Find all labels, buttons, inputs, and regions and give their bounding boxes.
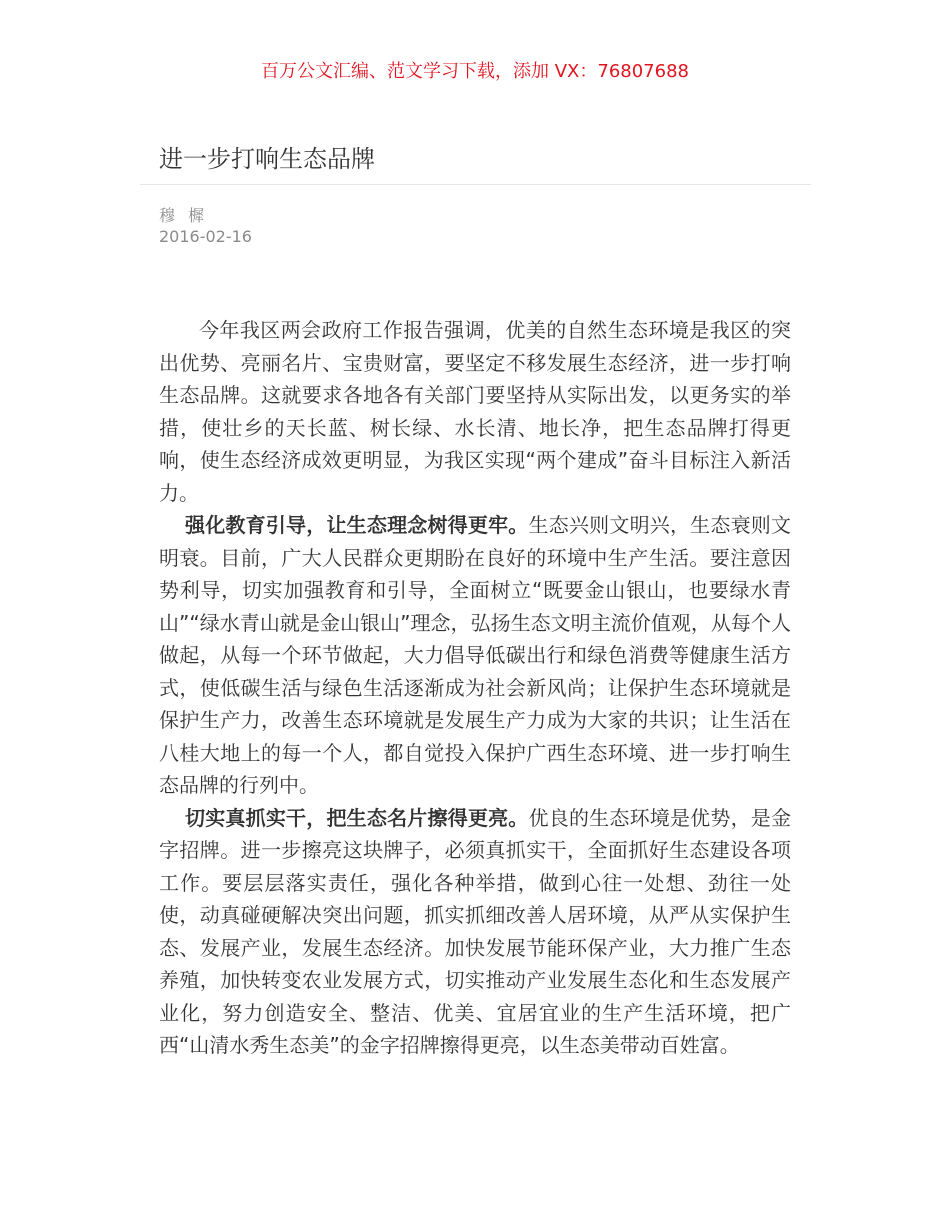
paragraph-intro	[159, 314, 791, 509]
paragraph-action	[159, 802, 791, 1062]
paragraph-lead: 强化教育引导，让生态理念树得更牢。	[185, 513, 529, 537]
paragraph-education	[159, 509, 791, 802]
article-title: 进一步打响生态品牌	[159, 145, 375, 173]
paragraph-text: 优良的生态环境是优势，是金字招牌。进一步擦亮这块牌子，必须真抓实干，全面抓好生态建设各项工作。要层层落实责任，强化各种举措，做到心往一处想、劲往一处使，动真碰硬解决突出问题，抓实抓细改善人居环境，从严从实保护生态、发展产业，发展生态经济。加快发展节能环保产业，大力推广生态养殖，加快转变农业发展方式，切实推动产业发展生态化和生态发展产业化，努力创造安全、整洁、优美、宜居宜业的生产生活环境，把广西“山清水秀生态美”的金字招牌擦得更亮，以生态美带动百姓富。	[159, 805, 792, 1057]
article-body	[159, 314, 791, 1062]
article-date: 2016-02-16	[159, 227, 252, 246]
paragraph-lead: 切实真抓实干，把生态名片擦得更亮。	[185, 805, 529, 830]
article-author: 穆 樨	[159, 206, 209, 225]
promo-banner: 百万公文汇编、范文学习下载，添加 VX：76807688	[261, 61, 689, 82]
paragraph-text: 今年我区两会政府工作报告强调，优美的自然生态环境是我区的突出优势、亮丽名片、宝贵财富，要坚定不移发展生态经济，进一步打响生态品牌。这就要求各地各有关部门要坚持从实际出发，以更务实的举措，使壮乡的天长蓝、树长绿、水长清、地长净，把生态品牌打得更响，使生态经济成效更明显，为我区实现“两个建成”奋斗目标注入新活力。	[159, 318, 791, 505]
title-divider	[140, 184, 811, 185]
paragraph-text: 生态兴则文明兴，生态衰则文明衰。目前，广大人民群众更期盼在良好的环境中生产生活。要注意因势利导，切实加强教育和引导，全面树立“既要金山银山，也要绿水青山”“绿水青山就是金山银山”理念，弘扬生态文明主流价值观，从每个人做起，从每一个环节做起，大力倡导低碳出行和绿色消费等健康生活方式，使低碳生活与绿色生活逐渐成为社会新风尚；让保护生态环境就是保护生产力，改善生态环境就是发展生产力成为大家的共识；让生活在八桂大地上的每一个人，都自觉投入保护广西生态环境、进一步打响生态品牌的行列中。	[159, 513, 792, 797]
